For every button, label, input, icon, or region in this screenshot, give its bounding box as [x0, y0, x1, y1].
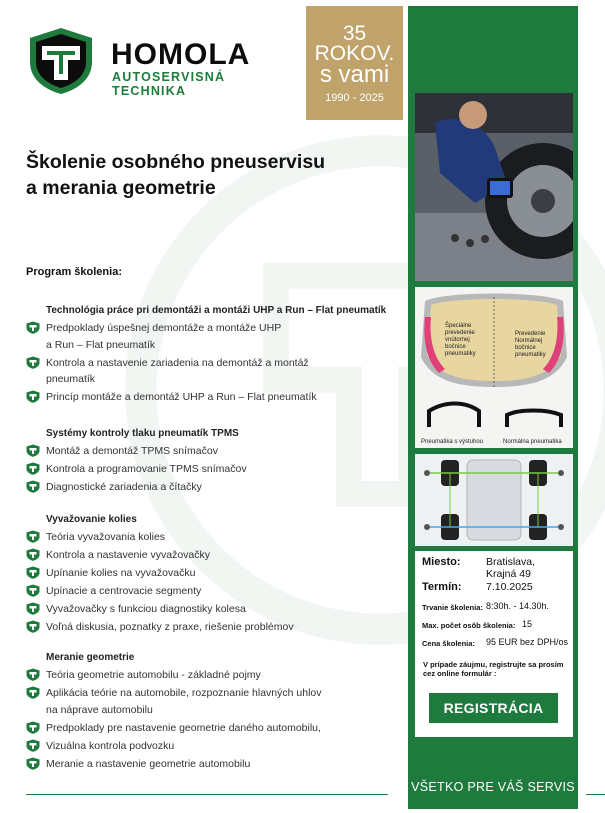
shield-bullet-icon — [26, 668, 40, 681]
price-value: 95 EUR bez DPH/os — [486, 637, 569, 647]
shield-bullet-icon — [26, 480, 40, 493]
program-item-text — [46, 756, 391, 773]
program-item-line: Predpoklady úspešnej demontáže a montáže UHP — [46, 322, 282, 334]
program-item-text — [46, 738, 391, 755]
wheel-alignment-photo — [415, 454, 573, 546]
registration-button[interactable]: REGISTRÁCIA — [429, 693, 558, 723]
homola-shield-icon — [26, 26, 96, 96]
program-item-text — [46, 443, 391, 460]
program-item-line: Upínanie kolies na vyvažovačku — [46, 567, 196, 579]
section-heading: Technológia práce pri demontáži a montáži UHP a Run – Flat pneumatík — [46, 305, 387, 316]
homola-logo — [26, 26, 291, 96]
program-label: Program školenia: — [26, 266, 122, 278]
anniversary-badge — [306, 6, 403, 120]
program-item-line: Voľná diskusia, poznatky z praxe, riešenie problémov — [46, 621, 294, 633]
date-label: Termín: — [422, 581, 462, 593]
place-label: Miesto: — [422, 556, 461, 568]
program-item-line: Kontrola a programovanie TPMS snímačov — [46, 463, 247, 475]
program-item-line: Kontrola a nastavenie zariadenia na demontáž a montáž — [46, 356, 309, 369]
alignment-illustration — [415, 454, 573, 546]
price-label: Cena školenia: — [422, 639, 475, 648]
shield-bullet-icon — [26, 566, 40, 579]
program-item-line: Aplikácia teórie na automobile, rozpoznanie hlavných uhlov — [46, 687, 322, 699]
program-item-text — [46, 667, 391, 684]
program-item-line: Vizuálna kontrola podvozku — [46, 739, 175, 752]
program-item-text — [46, 355, 391, 388]
shield-bullet-icon — [26, 321, 40, 334]
course-info-box — [415, 551, 573, 737]
registration-note: V prípade záujmu, registrujte sa prosím cez online formulár : — [423, 660, 564, 678]
program-item-line: pneumatík — [46, 373, 96, 385]
label-special-3: vnútornej — [445, 337, 470, 343]
anniversary-number: 35 — [342, 22, 367, 45]
place-value-street: Krajná 49 — [486, 568, 531, 580]
max-attendees-value: 15 — [522, 619, 533, 629]
duration-value: 8:30h. - 14.30h. — [486, 601, 550, 611]
anniversary-with-you: s vami — [319, 61, 390, 88]
program-item-line: Kontrola a nastavenie vyvažovačky — [46, 549, 211, 561]
program-item-line: Diagnostické zariadenia a čítačky — [46, 481, 202, 493]
place-value-city: Bratislava, — [486, 556, 536, 568]
label-special-1: Špeciálne — [445, 323, 472, 329]
program-item-line: Meranie a nastavenie geometrie automobilu — [46, 757, 251, 770]
shield-bullet-icon — [26, 721, 40, 734]
program-item-text — [46, 685, 391, 718]
program-item-text — [46, 479, 391, 496]
shield-bullet-icon — [26, 602, 40, 615]
program-item-text — [46, 547, 391, 564]
program-item-line: na náprave automobilu — [46, 703, 153, 716]
program-item-text — [46, 389, 391, 406]
shield-bullet-icon — [26, 757, 40, 770]
date-value: 7.10.2025 — [486, 581, 533, 593]
brand-tagline: AUTOSERVISNÁ TECHNIKA — [112, 70, 226, 98]
label-special-4: bočnice — [445, 344, 466, 350]
shield-bullet-icon — [26, 356, 40, 369]
label-normal-1: Prevedenie — [515, 331, 546, 337]
caption-runflat: Pneumatika s výstuhou — [421, 439, 484, 445]
bottom-divider — [26, 794, 388, 795]
title-line-2: a merania geometrie — [26, 177, 216, 199]
page-title — [26, 149, 325, 201]
program-item-text — [46, 583, 391, 600]
program-item-line: Princíp montáže a demontáž UHP a Run – Flat pneumatík — [46, 391, 317, 403]
program-item-text — [46, 320, 391, 353]
caption-normal: Normálna pneumatika — [503, 439, 562, 445]
shield-bullet-icon — [26, 390, 40, 403]
technician-tpms-photo — [415, 93, 573, 281]
technician-tpms-illustration — [415, 93, 573, 281]
label-special-5: pneumatiky — [445, 351, 476, 357]
program-item-line: Teória vyvažovania kolies — [46, 531, 166, 543]
section-heading: Vyvažovanie kolies — [46, 514, 137, 525]
section-heading: Meranie geometrie — [46, 652, 135, 663]
program-item-text — [46, 461, 391, 478]
duration-label: Trvanie školenia: — [422, 603, 483, 612]
program-item-line: Teória geometrie automobilu - základné pojmy — [46, 669, 261, 681]
max-attendees-label: Max. počet osôb školenia: — [422, 621, 516, 630]
runflat-diagram-illustration — [415, 287, 573, 448]
label-normal-2: Normálnej — [515, 338, 543, 344]
shield-bullet-icon — [26, 548, 40, 561]
program-item-line: Vyvažovačky s funkciou diagnostiky kolesa — [46, 603, 246, 615]
brand-name: HOMOLA — [111, 38, 251, 71]
anniversary-years: 1990 - 2025 — [325, 92, 384, 104]
program-item-text — [46, 720, 391, 737]
title-line-1: Školenie osobného pneuservisu — [26, 151, 326, 173]
program-item-line: Predpoklady pre nastavenie geometrie daného automobilu, — [46, 721, 321, 734]
program-item-line: Montáž a demontáž TPMS snímačov — [46, 445, 218, 457]
footer-slogan: VŠETKO PRE VÁŠ SERVIS — [411, 780, 575, 794]
shield-bullet-icon — [26, 686, 40, 699]
bottom-divider-right — [586, 794, 605, 795]
label-normal-4: pneumatiky — [515, 352, 546, 358]
program-item-line: Upínacie a centrovacie segmenty — [46, 585, 202, 597]
label-special-2: prevedenie — [445, 330, 475, 336]
program-item-text — [46, 529, 391, 546]
program-item-text — [46, 601, 391, 618]
label-normal-3: bočnice — [515, 345, 536, 351]
shield-bullet-icon — [26, 584, 40, 597]
program-item-line: a Run – Flat pneumatík — [46, 338, 156, 351]
shield-bullet-icon — [26, 620, 40, 633]
program-item-text — [46, 619, 391, 636]
anniversary-word: ROKOV. — [314, 42, 395, 65]
section-heading: Systémy kontroly tlaku pneumatík TPMS — [46, 428, 239, 439]
shield-bullet-icon — [26, 462, 40, 475]
program-item-text — [46, 565, 391, 582]
shield-bullet-icon — [26, 444, 40, 457]
tire-cross-section-diagram — [415, 287, 573, 448]
shield-bullet-icon — [26, 530, 40, 543]
shield-bullet-icon — [26, 739, 40, 752]
